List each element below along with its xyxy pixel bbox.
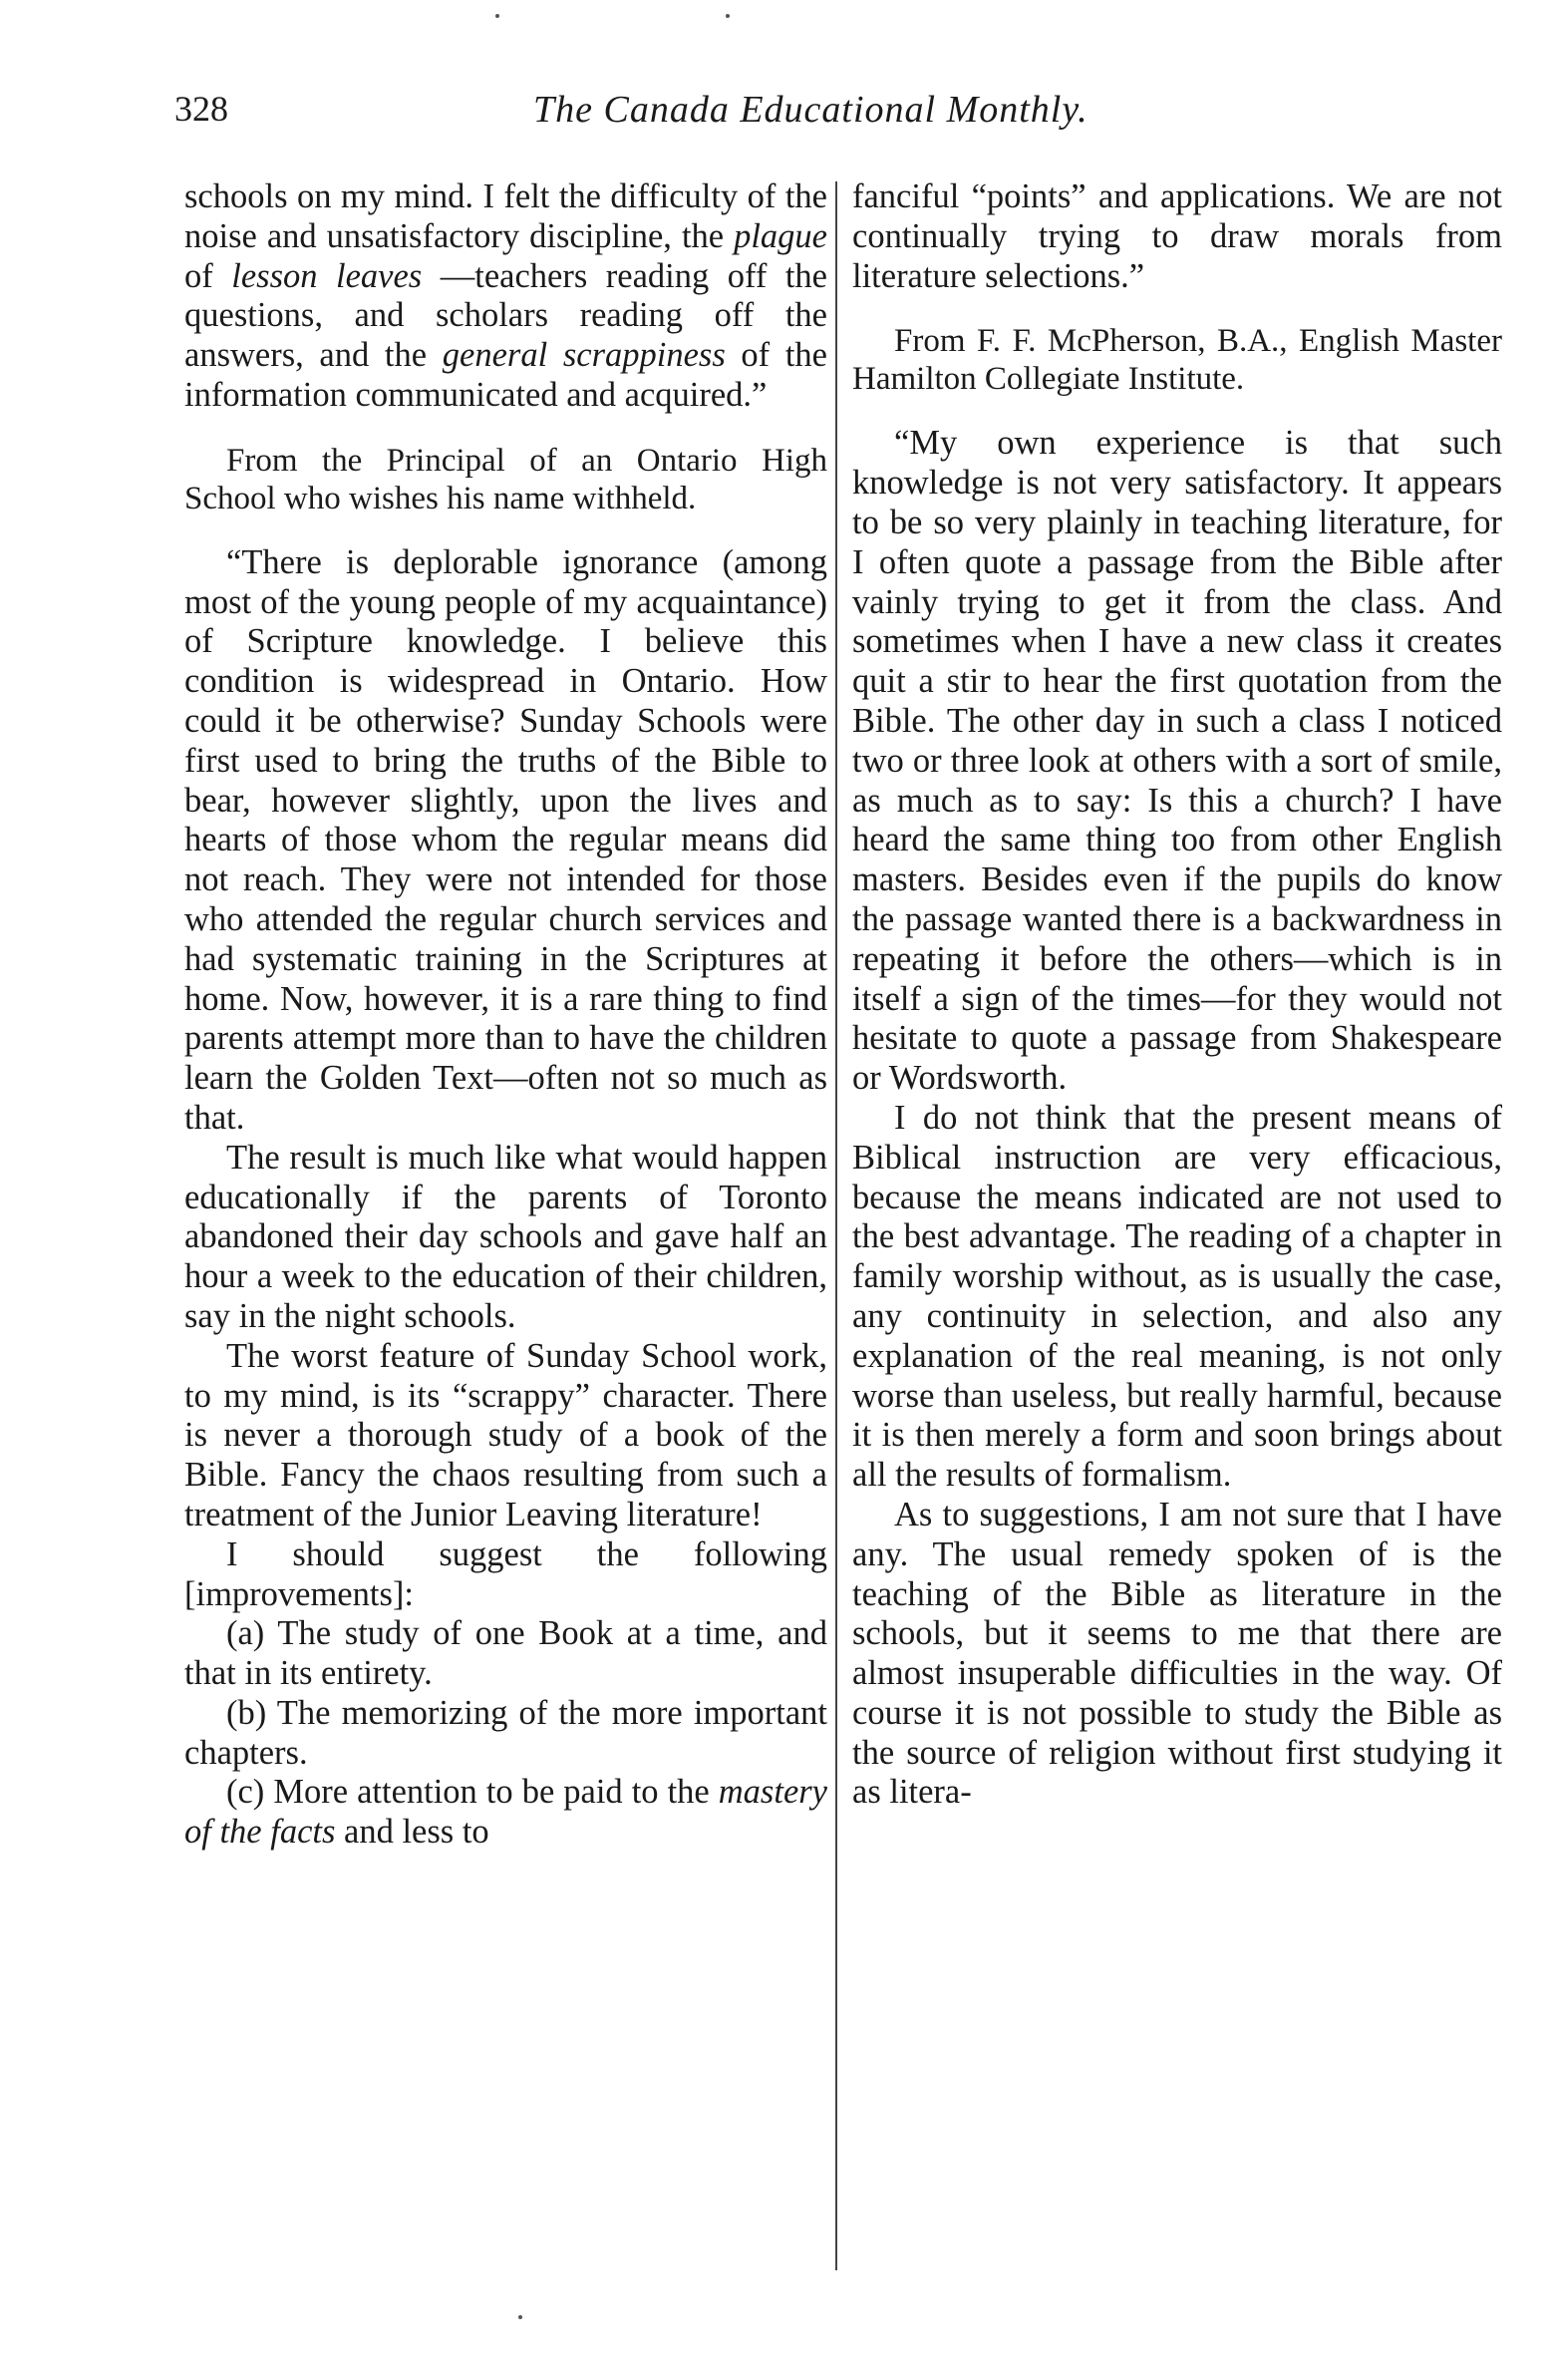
page-header <box>174 88 1490 148</box>
text-run: The result is much like what would happen educationally if the parents of Toronto abandoned their day schools and gave half an hour a week to the education of their children, say in the night schools. <box>184 1138 827 1335</box>
column-divider <box>835 181 837 2270</box>
text-run: fanciful “points” and applications. We are not continually trying to draw morals from literature selections.” <box>852 177 1502 295</box>
text-run: schools on my mind. I felt the difficulty of the noise and unsatisfactory discipline, the <box>184 177 827 255</box>
paragraph <box>852 1099 1502 1496</box>
italic-text: general scrappiness <box>442 336 726 375</box>
paragraph <box>852 424 1502 1099</box>
text-run: I do not think that the present means of Biblical instruction are very efficacious, because the means indicated are not used to the best advantage. The reading of a chapter in family worship without, as is usually the case, any continuity in selection, and also any explanation of the real meaning, is not only worse than useless, but really harmful, because it is then merely a form and soon brings about all the results of formalism. <box>852 1098 1502 1495</box>
text-run: of <box>184 256 232 295</box>
text-run: The worst feature of Sunday School work, to my mind, is its “scrappy” character. There is never a thorough study of a book of the Bible. Fancy the chaos resulting from such a treatment of the Junior Leaving literature! <box>184 1336 827 1533</box>
text-run: (a) The study of one Book at a time, and that in its entirety. <box>184 1614 827 1693</box>
text-run: of the information communicated and acquired.” <box>184 336 827 414</box>
text-run: From the Principal of an Ontario High School who wishes his name withheld. <box>184 442 827 516</box>
paragraph <box>184 177 827 416</box>
paragraph <box>184 1337 827 1535</box>
right-column <box>852 177 1502 1813</box>
paragraph <box>184 442 827 517</box>
italic-text: mastery of the facts <box>184 1773 827 1852</box>
running-title: The Canada Educational Monthly. <box>533 89 1088 131</box>
text-run: “My own experience is that such knowledge is not very satisfactory. It appears to be so very plainly in teaching literature, for I often quote a passage from the Bible after vainly trying to get it from the class. And sometimes when I have a new class it creates quit a stir to hear the first quotation from the Bible. The other day in such a class I noticed two or three look at others with a sort of smile, as much as to say: Is this a church? I have heard the same thing too from other English masters. Besides even if the pupils do know the passage wanted there is a backwardness in repeating it before the others—which is in itself a sign of the times—for they would not hesitate to quote a passage from Shakespeare or Wordsworth. <box>852 424 1502 1098</box>
paragraph <box>184 1535 827 1615</box>
paragraph <box>184 1139 827 1337</box>
text-run: I should suggest the following [improvements]: <box>184 1534 827 1613</box>
paragraph <box>852 1496 1502 1813</box>
paragraph <box>852 177 1502 296</box>
text-run: As to suggestions, I am not sure that I have any. The usual remedy spoken of is the teaching of the Bible as literature in the schools, but it seems to me that there are almost insuperable difficulties in the way. Of course it is not possible to study the Bible as the source of religion without first studying it as litera- <box>852 1495 1502 1812</box>
text-run: (c) More attention to be paid to the <box>226 1773 719 1812</box>
scan-speck <box>495 14 499 18</box>
text-run: and less to <box>335 1813 489 1852</box>
italic-text: lesson leaves <box>231 256 423 295</box>
paragraph <box>852 322 1502 398</box>
page-number: 328 <box>174 89 228 129</box>
paragraph <box>184 1773 827 1853</box>
paragraph <box>184 543 827 1139</box>
paragraph <box>184 1694 827 1774</box>
paragraph <box>184 1614 827 1694</box>
scan-speck <box>518 2315 522 2319</box>
italic-text: plague <box>734 216 827 255</box>
left-column <box>184 177 827 1853</box>
text-run: (b) The memorizing of the more important chapters. <box>184 1693 827 1772</box>
scan-speck <box>726 14 730 18</box>
text-run: From F. F. McPherson, B.A., English Master Hamilton Collegiate Institute. <box>852 323 1502 398</box>
text-run: “There is deplorable ignorance (among most of the young people of my acquaintance) of Scripture knowledge. I believe this condition is widespread in Ontario. How could it be otherwise? Sunday Schools were first used to bring the truths of the Bible to bear, however slightly, upon the lives and hearts of those whom the regular means did not reach. They were not intended for those who attended the regular church services and had systematic training in the Scriptures at home. Now, however, it is a rare thing to find parents attempt more than to have the children learn the Golden Text—often not so much as that. <box>184 542 827 1137</box>
text-run: —teachers reading off the questions, and scholars reading off the answers, and the <box>184 256 827 375</box>
